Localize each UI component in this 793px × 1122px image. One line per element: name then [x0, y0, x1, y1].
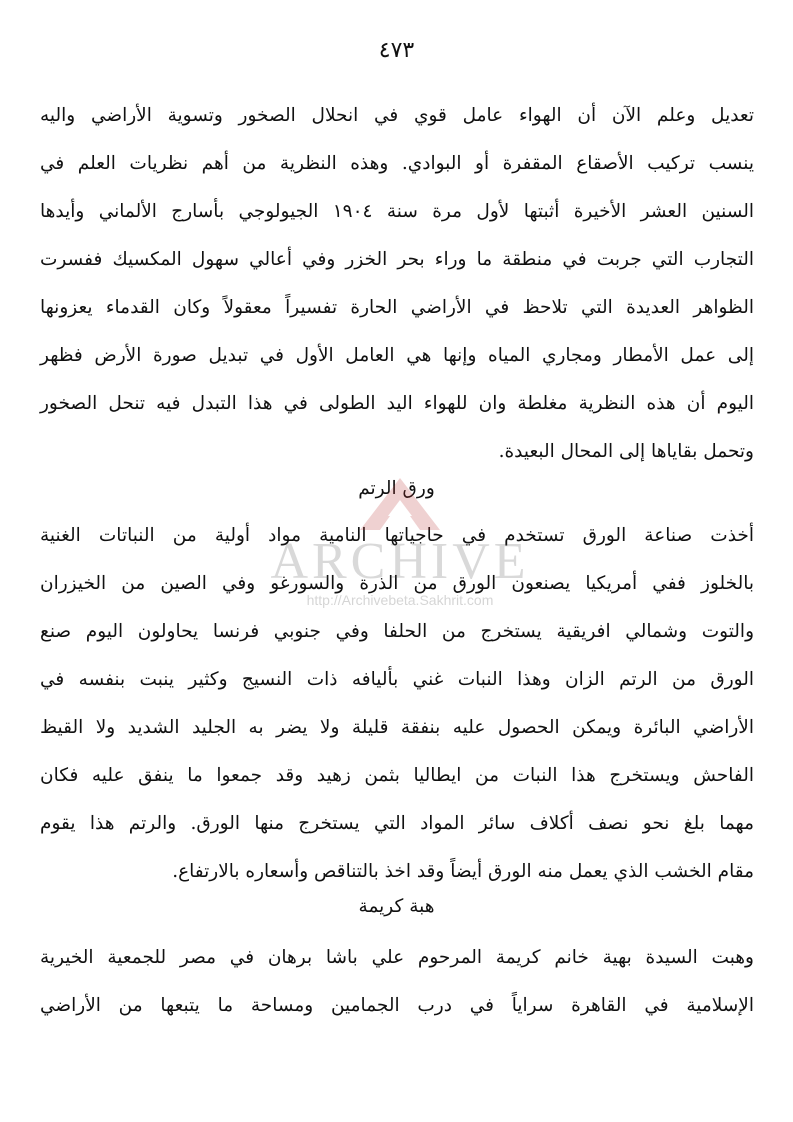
text-line: والتوت وشمالي افريقية يستخرج من الحلفا وفي جنوبي فرنسا يحاولون اليوم صنع	[40, 621, 754, 642]
text-line: الإسلامية في القاهرة سراياً في درب الجمامين ومساحة ما يتبعها من الأراضي	[40, 995, 754, 1016]
text-line: تعديل وعلم الآن أن الهواء عامل قوي في انحلال الصخور وتسوية الأراضي واليه	[40, 105, 754, 126]
section-heading: ورق الرتم	[358, 478, 435, 499]
text-line: الورق من الرتم الزان وهذا النبات غني بأليافه ذات النسيج وكثير ينبت بنفسه في	[40, 669, 754, 690]
text-line: الظواهر العديدة التي تلاحظ في الأراضي الحارة تفسيراً معقولاً وكان القدماء يعزونها	[40, 297, 754, 318]
watermark-url: http://Archivebeta.Sakhrit.com	[306, 592, 494, 608]
text-line: اليوم أن هذه النظرية مغلطة وان للهواء اليد الطولى في هذا التبدل فيه تنحل الصخور	[40, 393, 754, 414]
watermark-word: ARCHIVE	[270, 533, 530, 590]
text-line: ينسب تركيب الأصقاع المقفرة أو البوادي. وهذه النظرية من أهم نظريات العلم في	[40, 153, 754, 174]
section-heading: هبة كريمة	[358, 896, 435, 917]
text-line: وهبت السيدة بهية خانم كريمة المرحوم علي باشا برهان في مصر للجمعية الخيرية	[40, 947, 754, 968]
text-line: الفاحش ويستخرج هذا النبات من ايطاليا بثمن زهيد وقد جمعوا ما ينفق عليه فكان	[40, 765, 754, 786]
text-line: إلى عمل الأمطار ومجاري المياه وإنها هي العامل الأول في تبديل صورة الأرض فظهر	[40, 345, 754, 366]
text-line: السنين العشر الأخيرة أثبتها لأول مرة سنة ١٩٠٤ الجيولوجي بأسارج الألماني وأيدها	[40, 201, 754, 222]
text-line: مقام الخشب الذي يعمل منه الورق أيضاً وقد اخذ بالتناقص وأسعاره بالارتفاع.	[172, 861, 754, 882]
page-number: ٤٧٣	[378, 38, 415, 63]
paragraph-1	[40, 92, 754, 476]
text-line: أخذت صناعة الورق تستخدم في حاجياتها النامية مواد أولية من النباتات الغنية	[40, 525, 754, 546]
text-line: مهما بلغ نحو نصف أكلاف سائر المواد التي يستخرج منها الورق. والرتم هذا يقوم	[40, 813, 754, 834]
text-line: وتحمل بقاياها إلى المحال البعيدة.	[498, 441, 754, 462]
text-line: التجارب التي جربت في منطقة ما وراء بحر الخزر وفي أعالي سهول المكسيك ففسرت	[40, 249, 754, 270]
text-line: بالخلوز ففي أمريكيا يصنعون الورق من الذرة والسورغو وفي الصين من الخيزران	[40, 573, 754, 594]
paragraph-2	[40, 512, 754, 896]
text-line: الأراضي البائرة ويمكن الحصول عليه بنفقة قليلة ولا يضر به الجليد الشديد ولا القيظ	[40, 717, 754, 738]
paragraph-3	[40, 934, 754, 1030]
